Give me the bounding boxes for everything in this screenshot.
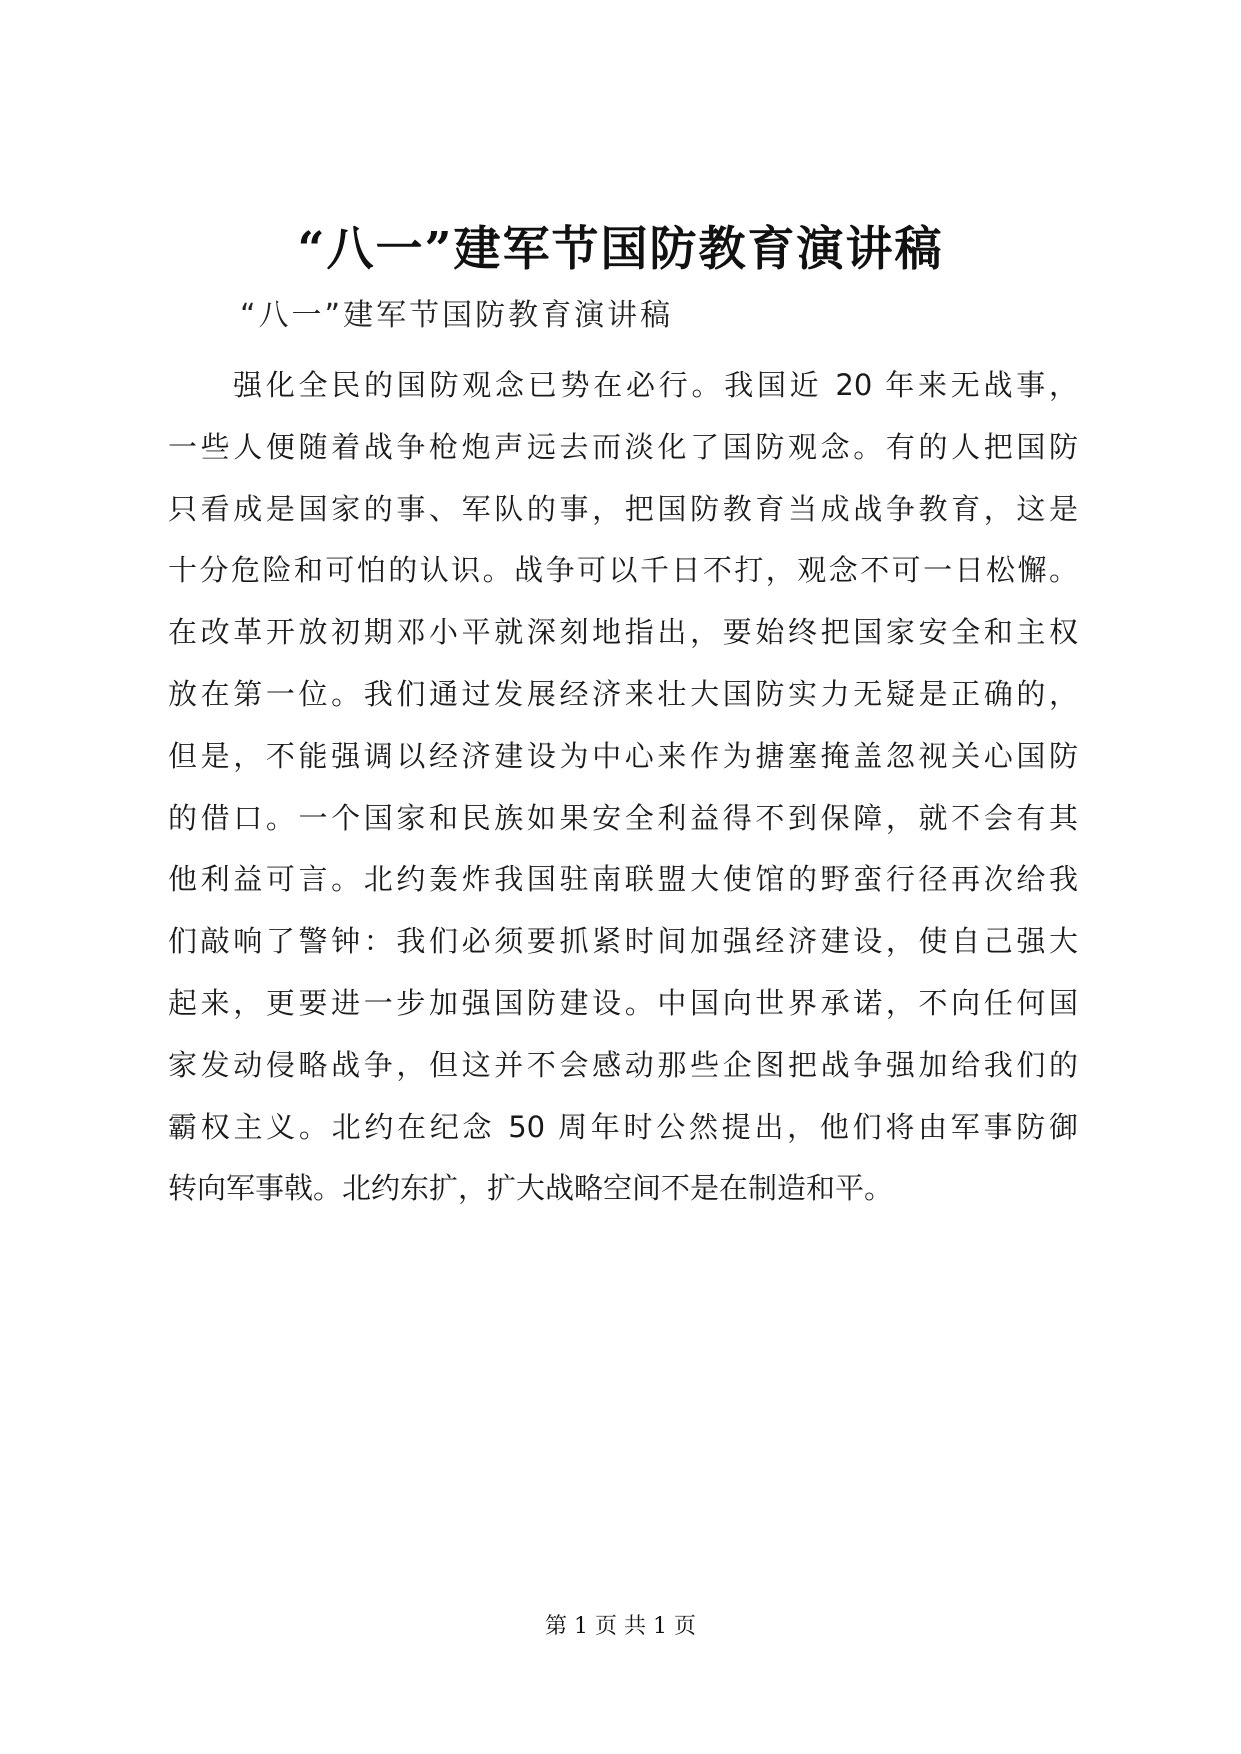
page-number-footer: 第 1 页 共 1 页 — [545, 1614, 696, 1639]
body-line: 的借口。一个国家和民族如果安全利益得不到保障，就不会有其 — [168, 800, 1078, 835]
body-line: 强化全民的国防观念已势在必行。我国近 20 年来无战事， — [233, 368, 1078, 402]
body-line: 十分危险和可怕的认识。战争可以千日不打，观念不可一日松懈。 — [168, 553, 1078, 588]
body-line: 他利益可言。北约轰炸我国驻南联盟大使馆的野蛮行径再次给我 — [168, 862, 1078, 897]
body-line: 在改革开放初期邓小平就深刻地指出，要始终把国家安全和主权 — [168, 615, 1078, 650]
document-subtitle: “八一”建军节国防教育演讲稿 — [240, 298, 674, 333]
body-line: 只看成是国家的事、军队的事，把国防教育当成战争教育，这是 — [168, 491, 1078, 526]
body-line: 但是，不能强调以经济建设为中心来作为搪塞掩盖忽视关心国防 — [168, 738, 1078, 773]
body-line: 们敲响了警钟：我们必须要抓紧时间加强经济建设，使自己强大 — [168, 924, 1078, 959]
body-line: 家发动侵略战争，但这并不会感动那些企图把战争强加给我们的 — [168, 1047, 1078, 1082]
body-line: 放在第一位。我们通过发展经济来壮大国防实力无疑是正确的， — [168, 676, 1078, 711]
body-line: 霸权主义。北约在纪念 50 周年时公然提出，他们将由军事防御 — [168, 1109, 1078, 1144]
body-line: 一些人便随着战争枪炮声远去而淡化了国防观念。有的人把国防 — [168, 429, 1078, 464]
body-line: 转向军事戟。北约东扩，扩大战略空间不是在制造和平。 — [168, 1171, 894, 1206]
body-paragraph — [168, 355, 1078, 1220]
body-line: 起来，更要进一步加强国防建设。中国向世界承诺，不向任何国 — [168, 985, 1078, 1020]
document-title: “八一”建军节国防教育演讲稿 — [297, 222, 944, 277]
